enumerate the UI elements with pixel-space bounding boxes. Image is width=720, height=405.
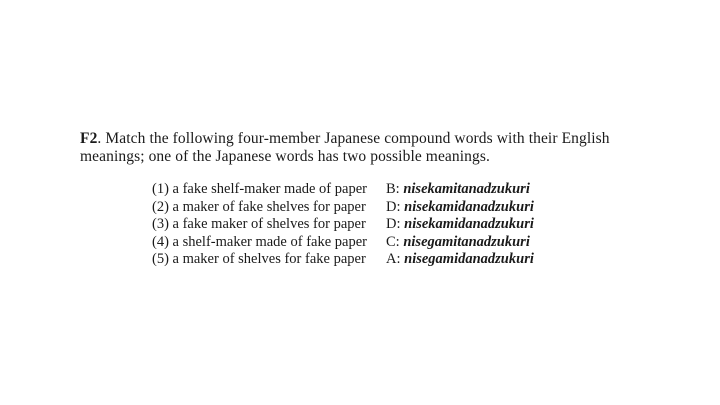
english-meaning: (1) a fake shelf-maker made of paper [152, 181, 367, 197]
answer-letter: C: [386, 233, 404, 250]
answer-letter: A: [386, 251, 405, 267]
japanese-answer [386, 216, 534, 234]
japanese-word: nisegamitanadzukuri [403, 233, 530, 250]
english-meaning: (3) a fake maker of shelves for paper [152, 216, 366, 232]
english-meaning: (4) a shelf-maker made of fake paper [152, 233, 367, 250]
japanese-word: nisekamidanadzukuri [404, 216, 534, 232]
japanese-word: nisegamidanadzukuri [404, 251, 534, 267]
english-meaning: (5) a maker of shelves for fake paper [152, 251, 366, 267]
list-item [152, 251, 534, 269]
japanese-answer [386, 199, 534, 217]
question-prompt [80, 130, 640, 166]
list-item [152, 199, 534, 217]
japanese-answer [386, 234, 530, 252]
list-item [152, 181, 534, 199]
list-item [152, 216, 534, 234]
japanese-word: nisekamidanadzukuri [404, 198, 534, 215]
matching-list [152, 181, 534, 269]
list-item [152, 234, 534, 252]
japanese-word: nisekamitanadzukuri [403, 181, 530, 197]
answer-letter: B: [386, 181, 404, 197]
answer-letter: D: [386, 216, 405, 232]
answer-letter: D: [386, 198, 405, 215]
question-text: . Match the following four-member Japanese compound words with their English meanings; one of the Japanese words has two possible meanings. [80, 130, 610, 165]
question-label: F2 [80, 130, 98, 147]
japanese-answer [386, 181, 530, 199]
japanese-answer [386, 251, 534, 269]
english-meaning: (2) a maker of fake shelves for paper [152, 198, 366, 215]
